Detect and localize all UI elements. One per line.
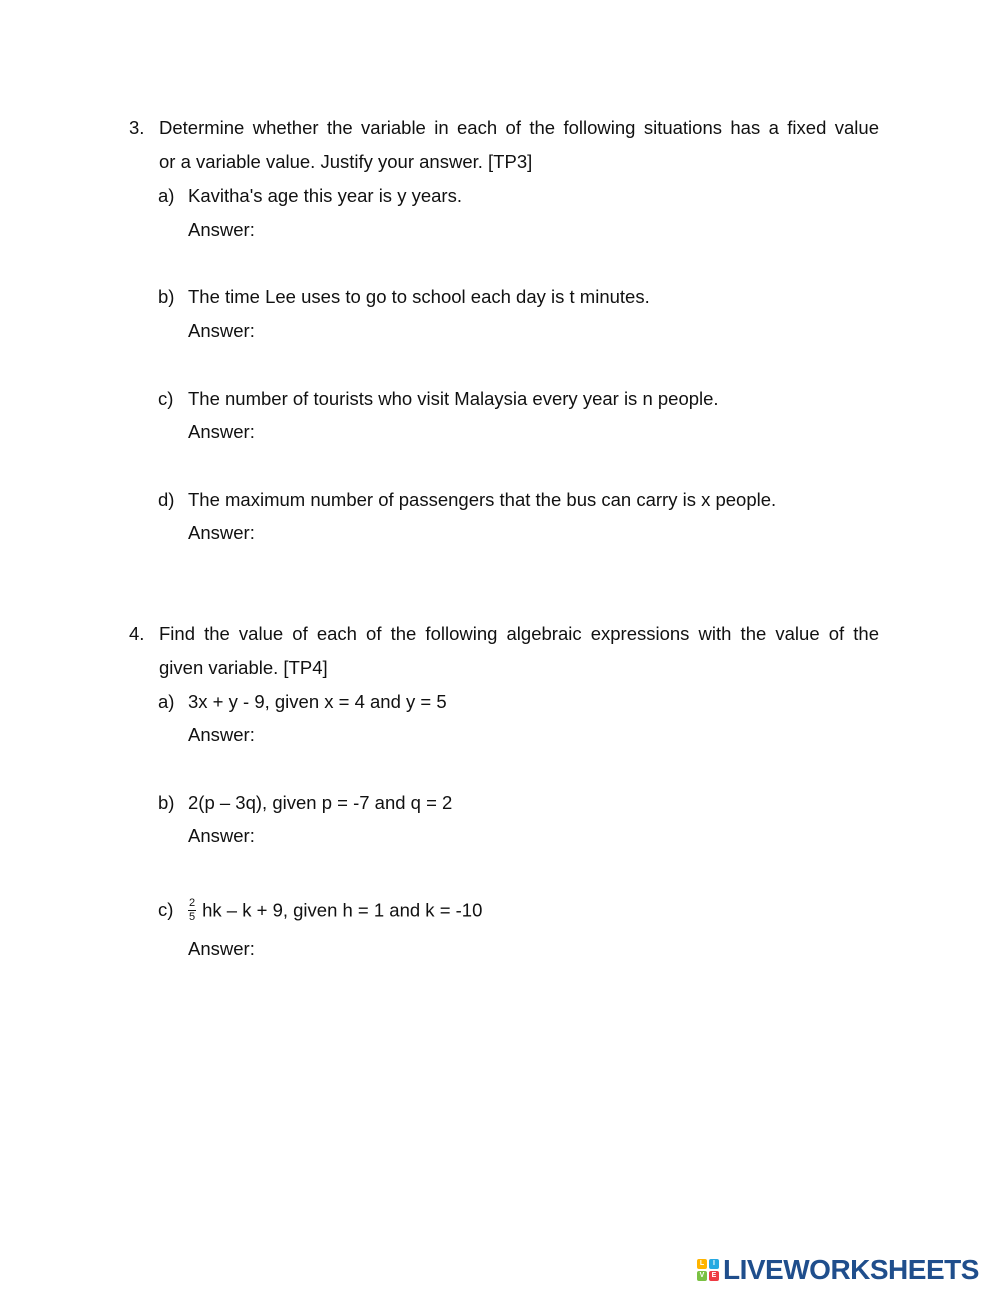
question-3a-answer[interactable]: Answer:	[188, 219, 255, 240]
logo-text: LIVEWORKSHEETS	[723, 1254, 979, 1285]
question-3-text-line2: or a variable value. Justify your answer. [TP3]	[159, 151, 533, 172]
question-3d-text: The maximum number of passengers that the bus can carry is x people.	[188, 489, 777, 510]
question-4a-answer[interactable]: Answer:	[188, 724, 255, 745]
question-4-text-line2: given variable. [TP4]	[159, 657, 328, 678]
logo-block: I	[709, 1259, 719, 1269]
question-3-number: 3.	[129, 117, 145, 138]
question-4c-label: c)	[158, 899, 174, 920]
logo-block: V	[697, 1271, 707, 1281]
fraction-numerator: 2	[189, 897, 196, 909]
question-3c-text: The number of tourists who visit Malaysia every year is n people.	[188, 388, 719, 409]
question-4c-answer[interactable]: Answer:	[188, 938, 255, 959]
question-3b-answer[interactable]: Answer:	[188, 320, 255, 341]
question-3-text-line1: Determine whether the variable in each of the following situations has a fixed value	[159, 117, 879, 138]
fraction-denominator: 5	[189, 911, 196, 923]
question-4c-expression	[188, 899, 482, 924]
question-3b-label: b)	[158, 286, 175, 307]
question-4a-text: 3x + y - 9, given x = 4 and y = 5	[188, 691, 447, 712]
question-3a-label: a)	[158, 185, 175, 206]
logo-blocks-icon	[697, 1259, 719, 1281]
question-3b-text: The time Lee uses to go to school each day is t minutes.	[188, 286, 650, 307]
liveworksheets-logo	[697, 1255, 979, 1285]
question-3d-label: d)	[158, 489, 175, 510]
question-4-number: 4.	[129, 623, 145, 644]
question-4b-text: 2(p – 3q), given p = -7 and q = 2	[188, 792, 453, 813]
question-4b-label: b)	[158, 792, 175, 813]
question-3d-answer[interactable]: Answer:	[188, 522, 255, 543]
logo-block: L	[697, 1259, 707, 1269]
question-4b-answer[interactable]: Answer:	[188, 825, 255, 846]
logo-block: E	[709, 1271, 719, 1281]
question-4-text-line1: Find the value of each of the following algebraic expressions with the value of the	[159, 623, 879, 644]
question-3c-label: c)	[158, 388, 174, 409]
question-4a-label: a)	[158, 691, 175, 712]
question-3c-answer[interactable]: Answer:	[188, 421, 255, 442]
question-3a-text: Kavitha's age this year is y years.	[188, 185, 462, 206]
fraction-two-fifths	[188, 898, 196, 923]
question-4c-text: hk – k + 9, given h = 1 and k = -10	[202, 899, 483, 921]
